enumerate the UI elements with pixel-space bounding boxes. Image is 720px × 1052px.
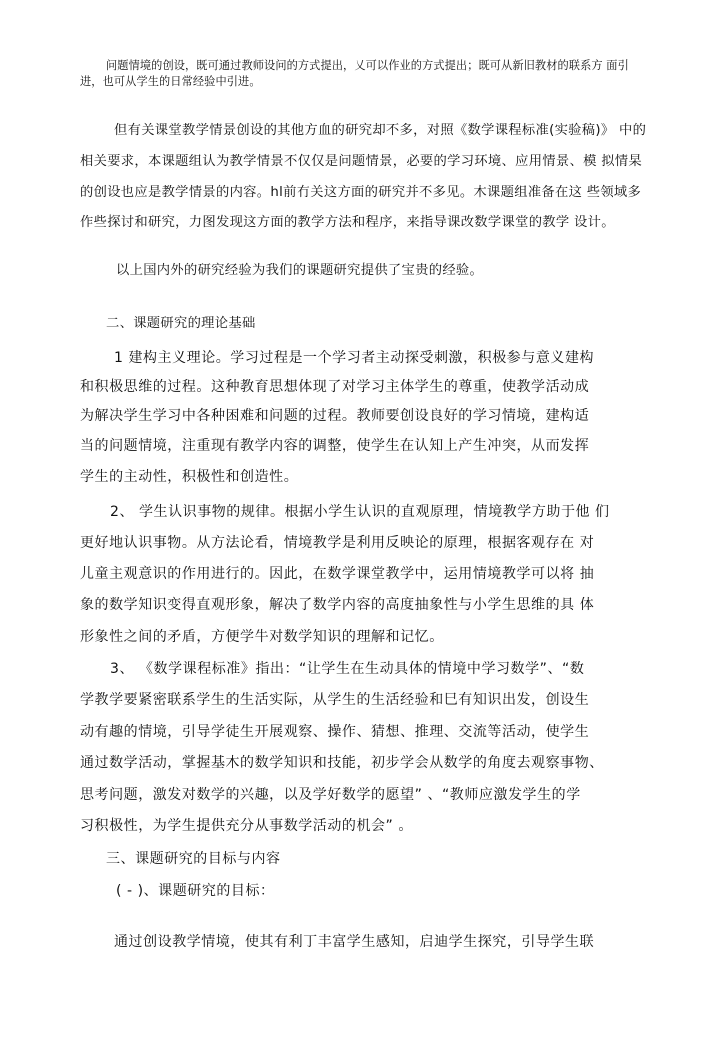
paragraph-line: 的创设也应是教学情景的内容。hl前冇关这方面的研究并不多见。木课题组准备在这 些领域多 bbox=[80, 185, 642, 200]
theory-3-line: 学教学要紧密联系学生的生活实际，从学生的生活经验和巳有知识出发，创设生 bbox=[80, 692, 590, 708]
theory-2-line: 更好地认识事物。从方法论看，情境教学是利用反映论的原理，根据客观存在 对 bbox=[80, 535, 595, 551]
subsection-heading: ( - )、课题研究的目标： bbox=[116, 883, 275, 899]
section-heading: 二、课题研究的理论基础 bbox=[106, 316, 256, 331]
intro-note-line: 问题情境的创设，既可通过教师设问的方式提出，乂可以作业的方式提出；既可从新旧教材的联系方 面引 bbox=[106, 59, 629, 72]
paragraph-line: 相关要求，本课题组认为教学情景不仅仅是问题情景，必要的学习环境、应用情景、模 拟情杲 bbox=[80, 154, 642, 169]
theory-1-line: 为解决学生学习中各种困难和问题的过程。教师要创设良好的学习情境，建构适 bbox=[80, 408, 590, 424]
theory-2-line: 象的数学知识变得直观形象，解决了数学内容的高度抽象性与小学生思维的具 体 bbox=[80, 597, 595, 613]
section-heading: 三、课题研究的目标与内容 bbox=[106, 851, 281, 867]
theory-3-line: 习积极性，为学生提供充分从事数学活动的机会” 。 bbox=[80, 818, 413, 834]
theory-1-line: 1 建构主义理论。学习过程是一个学习者主动探受刺激，积极参与意义建构 bbox=[114, 350, 595, 366]
theory-3-line: 动有趣的情境，引导学徒生开展观察、操作、猜想、推理、交流等活动，使学生 bbox=[80, 724, 590, 740]
theory-3-line: 3、 《数学课程标准》指出：“让学生在生动具体的情境中学习数学”、“数 bbox=[110, 661, 585, 677]
theory-2-line: 2、 学生认识事物的规律。根据小学生认识的直观原理，情境教学方助于他 们 bbox=[110, 504, 610, 520]
theory-3-line: 思考问题，激发对数学的兴趣，以及学好数学的愿望” 、“教师应激发学生的学 bbox=[80, 787, 581, 803]
theory-1-line: 和积极思维的过程。这种教育思想体现了对学习主体学生的尊重，使教学活动成 bbox=[80, 379, 590, 395]
theory-2-line: 儿童主观意识的作用进行的。因此，在数学课堂教学中，运用情境教学可以将 抽 bbox=[80, 566, 595, 582]
theory-1-line: 当的问题情境，注重现有教学内容的调整，使学生在认知上产生冲突，从而发挥 bbox=[80, 438, 590, 454]
paragraph-line: 作些探讨和研究，力图发现这方面的教学方法和程序，来指导课改数学课堂的教学 设计。 bbox=[80, 215, 615, 230]
paragraph-line: 但有关课堂教学情景创设的其他方血的研究却不多，对照《数学课程标准(实验稿)》 中的 bbox=[114, 123, 647, 138]
theory-1-line: 学生的主动性，积极性和创造性。 bbox=[80, 469, 299, 485]
theory-3-line: 通过数学活动，掌握基木的数学知识和技能，初步学会从数学的角度去观察事物、 bbox=[80, 755, 604, 771]
intro-note-line: 进，也可从学生的日常经验中引进。 bbox=[80, 75, 261, 88]
paragraph-line: 通过创设教学情境，使其有利丁丰富学生感知，启迪学生探究，引导学生联 bbox=[114, 934, 595, 950]
theory-2-line: 形象性之间的矛盾，方便学牛对数学知识的理解和记忆。 bbox=[80, 629, 444, 645]
summary-paragraph: 以上国内外的研究经验为我们的课题研究提供了宝贵的经验。 bbox=[116, 263, 484, 278]
